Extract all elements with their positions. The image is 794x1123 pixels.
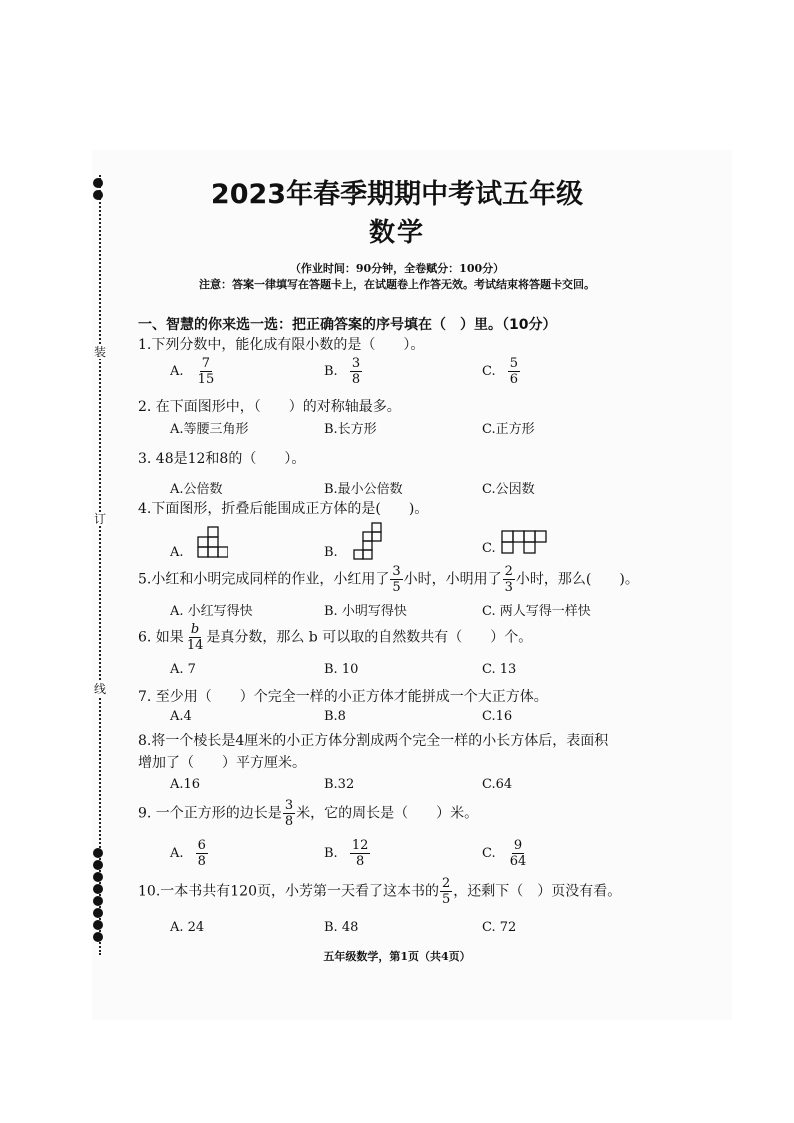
q8-option-a: A.16 (170, 777, 201, 792)
cube-net-c-icon (500, 530, 548, 556)
q4-option-b: B. (324, 522, 382, 560)
q5-option-b: B. 小明写得快 (324, 604, 407, 619)
q3-option-a: A.公倍数 (170, 482, 223, 497)
q2-option-a: A.等腰三角形 (170, 422, 249, 437)
question-8-line-2: 增加了（ ）平方厘米。 (138, 755, 306, 771)
q6-option-c: C. 13 (482, 662, 517, 677)
cube-net-b-icon (342, 522, 382, 560)
q1-option-a: A. $\frac{7}{15}$ (170, 356, 215, 387)
q6-option-b: B. 10 (324, 662, 359, 677)
question-3: 3. 48是12和8的（ ）。 (138, 451, 306, 467)
question-9: 9. 一个正方形的边长是 $\frac{3}{8}$ 米，它的周长是（ ）米。 (138, 798, 479, 829)
question-8-line-1: 8.将一个棱长是4厘米的小正方体分割成两个完全一样的小长方体后，表面积 (138, 733, 609, 749)
q3-option-b: B.最小公倍数 (324, 482, 403, 497)
question-1: 1.下列分数中，能化成有限小数的是（ ）。 (138, 337, 425, 353)
q4-option-c: C. (482, 530, 548, 556)
binding-char-xian: 线 (94, 682, 107, 696)
q4-option-a: A. (170, 526, 228, 560)
exam-meta: （作业时间：90分钟，全卷赋分：100分） (289, 262, 505, 275)
q7-option-a: A.4 (170, 709, 192, 724)
q8-option-b: B.32 (324, 777, 355, 792)
cube-net-a-icon (188, 526, 228, 560)
q1-option-b: B. $\frac{3}{8}$ (324, 356, 361, 387)
q5-option-a: A. 小红写得快 (170, 604, 253, 619)
q9-option-a: A. $\frac{6}{8}$ (170, 838, 206, 869)
binding-dots-bottom (93, 848, 105, 944)
q10-option-a: A. 24 (170, 920, 205, 935)
q7-option-c: C.16 (482, 709, 513, 724)
exam-note: 注意：答案一律填写在答题卡上，在试题卷上作答无效。考试结束将答题卡交回。 (199, 278, 595, 291)
q2-option-b: B.长方形 (324, 422, 377, 437)
binding-char-ding: 订 (94, 512, 107, 526)
exam-title: 2023年春季期期中考试五年级 (210, 179, 584, 210)
question-10: 10.一本书共有120页，小芳第一天看了这本书的 $\frac{2}{5}$ ，还剩下（ ）页没有看。 (138, 876, 622, 907)
q5-option-c: C. 两人写得一样快 (482, 604, 591, 619)
question-5: 5.小红和小明完成同样的作业，小红用了 $\frac{3}{5}$ 小时，小明用了 $\frac{2}{3}$ 小时，那么( )。 (138, 564, 639, 595)
q7-option-b: B.8 (324, 709, 346, 724)
q8-option-c: C.64 (482, 777, 513, 792)
q1-option-c: C. $\frac{5}{6}$ (482, 356, 519, 387)
q2-option-c: C.正方形 (482, 422, 535, 437)
question-6: 6. 如果 $\frac{b}{14}$ 是真分数，那么 b 可以取的自然数共有（ ）个。 (138, 622, 533, 653)
question-4: 4.下面图形，折叠后能围成正方体的是( )。 (138, 501, 429, 517)
q9-option-c: C. $\frac{9}{64}$ (482, 838, 527, 869)
binding-dotted-line (99, 175, 101, 955)
q6-option-a: A. 7 (170, 662, 196, 677)
page-footer: 五年级数学，第1页（共4页） (323, 950, 471, 963)
q10-option-c: C. 72 (482, 920, 517, 935)
question-7: 7. 至少用（ ）个完全一样的小正方体才能拼成一个大正方体。 (138, 689, 548, 705)
binding-char-zhuang: 装 (94, 345, 107, 359)
q3-option-c: C.公因数 (482, 482, 535, 497)
question-2: 2. 在下面图形中，（ ）的对称轴最多。 (138, 399, 401, 415)
q10-option-b: B. 48 (324, 920, 359, 935)
exam-subject: 数学 (368, 218, 425, 248)
section-1-title: 一、智慧的你来选一选：把正确答案的序号填在（ ）里。（10分） (138, 317, 557, 333)
q9-option-b: B. $\frac{12}{8}$ (324, 838, 369, 869)
